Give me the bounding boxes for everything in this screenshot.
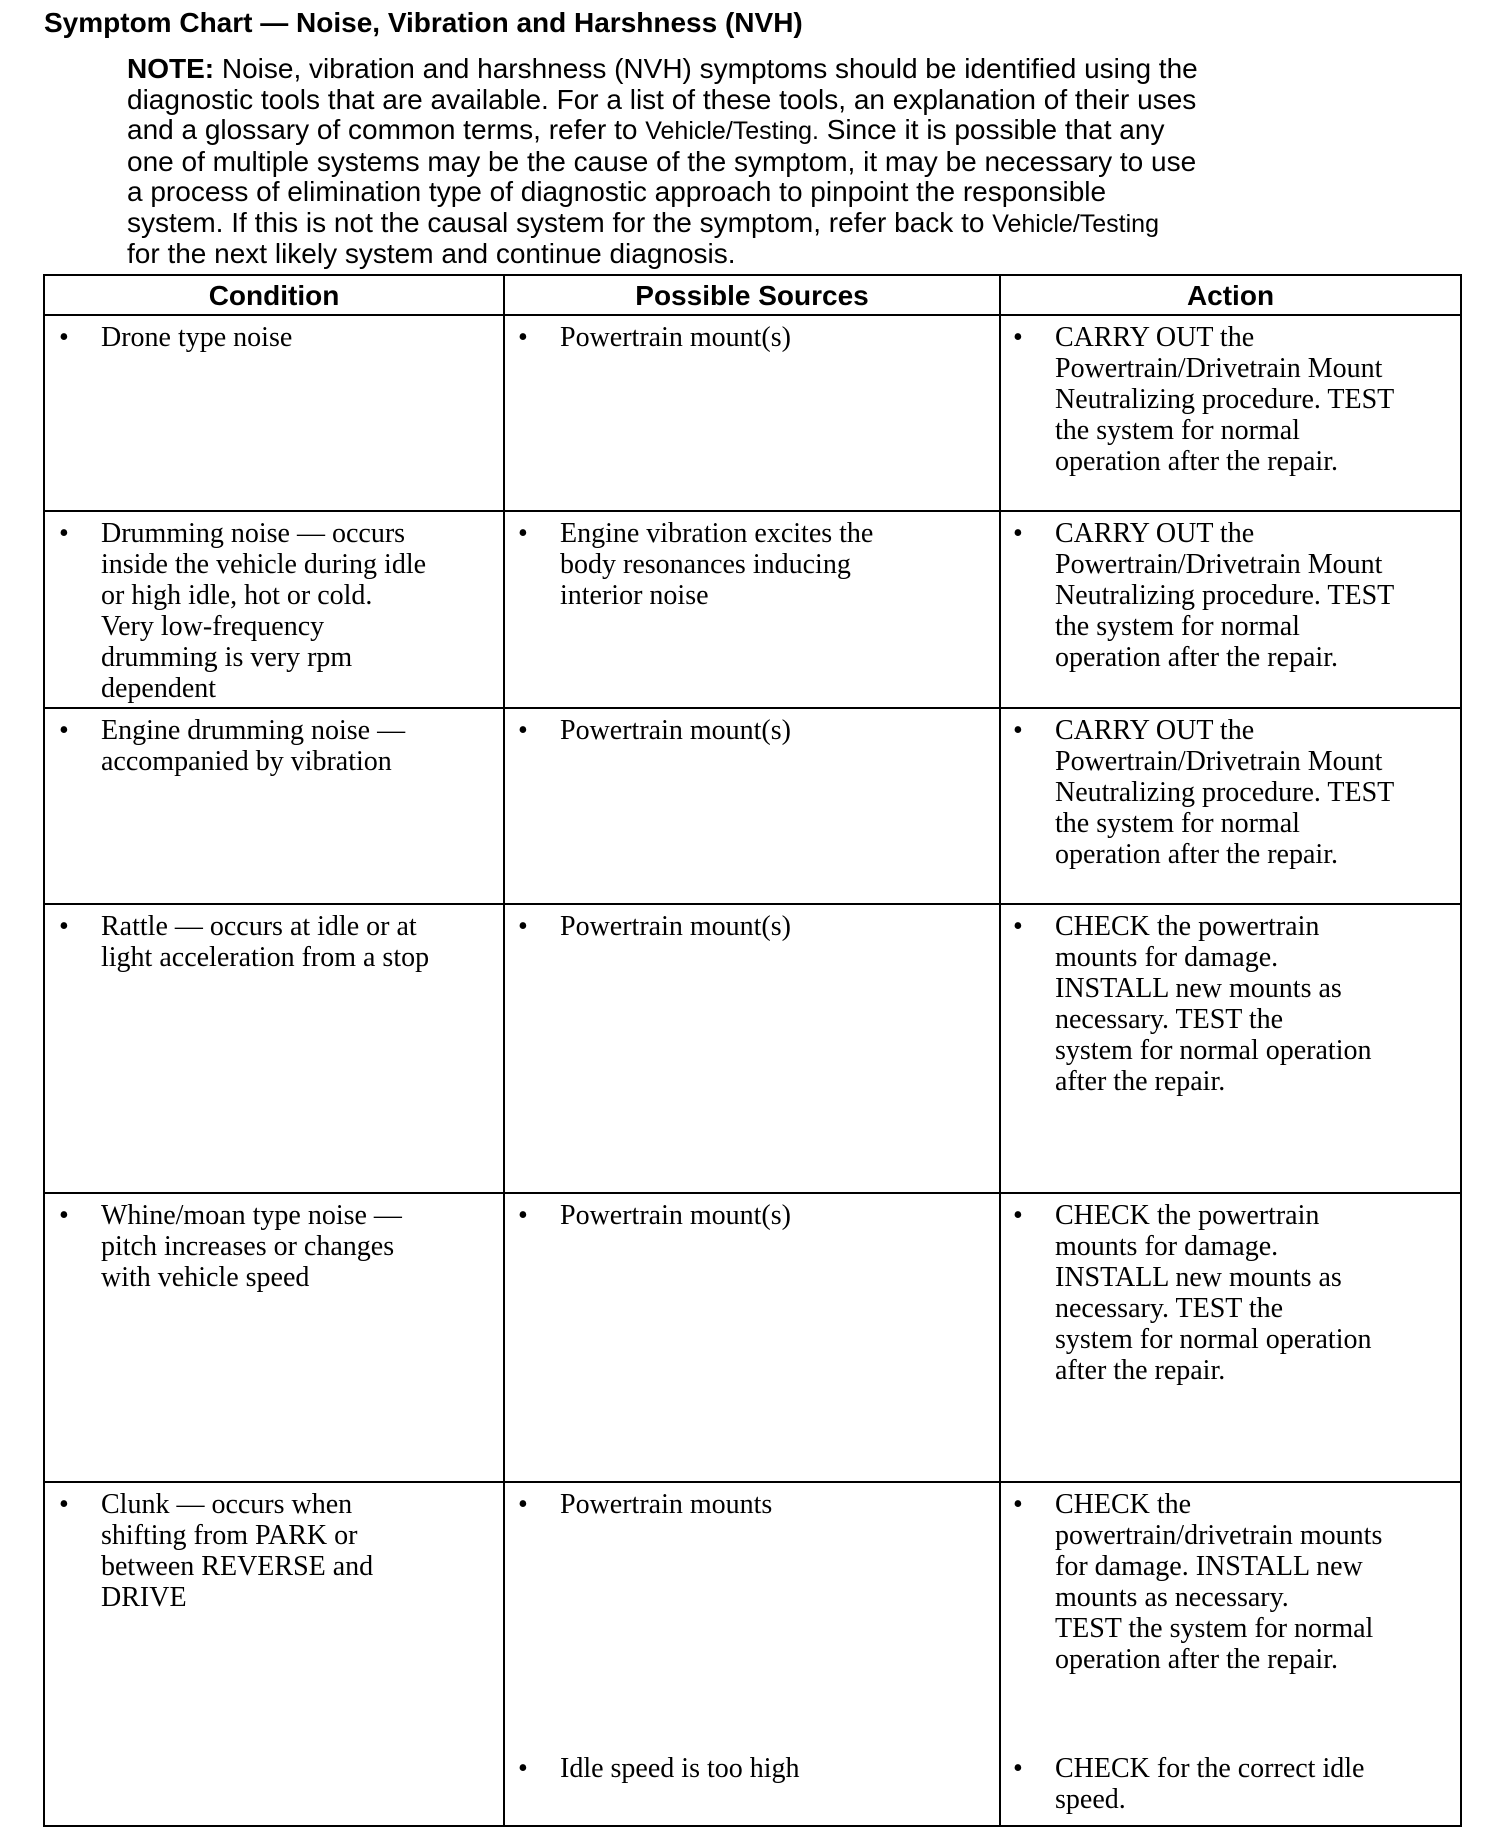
bullet-marker: • (59, 911, 69, 942)
cell-text-line: inside the vehicle during idle (101, 549, 427, 580)
bullet-marker: • (1013, 715, 1023, 746)
cell-text-line: INSTALL new mounts as (1055, 1262, 1342, 1293)
cell-text-line: CARRY OUT the (1055, 715, 1255, 746)
possible-source-cell (560, 1200, 791, 1231)
bullet-marker: • (59, 518, 69, 549)
action-cell (1055, 1200, 1371, 1386)
cell-text-line: Neutralizing procedure. TEST (1055, 777, 1395, 808)
bullet-marker: • (1013, 1489, 1023, 1520)
cell-text-line: with vehicle speed (101, 1262, 310, 1293)
cell-text-line: light acceleration from a stop (101, 942, 430, 973)
cell-text-line: mounts for damage. (1055, 1231, 1279, 1262)
cell-text-line: or high idle, hot or cold. (101, 580, 373, 611)
row-divider (45, 510, 1460, 512)
condition-cell (101, 715, 405, 777)
note-line-3: and a glossary of common terms, refer to (127, 114, 646, 145)
row-divider (45, 707, 1460, 709)
bullet-marker: • (1013, 322, 1023, 353)
condition-cell (101, 518, 426, 704)
cell-text-line: mounts as necessary. (1055, 1582, 1289, 1613)
condition-cell (101, 1489, 373, 1613)
possible-source-cell (560, 518, 873, 611)
cell-text-line: Engine vibration excites the (560, 518, 874, 549)
cell-text-line: Neutralizing procedure. TEST (1055, 384, 1395, 415)
cell-text-line: CHECK the powertrain (1055, 911, 1320, 942)
header-possible-sources: Possible Sources (635, 280, 869, 311)
column-divider (999, 276, 1001, 1825)
cell-text-line: DRIVE (101, 1582, 187, 1613)
condition-cell (101, 1200, 402, 1293)
action-cell (1055, 1753, 1364, 1815)
cell-text-line: CHECK for the correct idle (1055, 1753, 1365, 1784)
cell-text-line: operation after the repair. (1055, 446, 1338, 477)
cell-text-line: Whine/moan type noise — (101, 1200, 402, 1231)
cell-text-line: system for normal operation (1055, 1035, 1372, 1066)
cell-text-line: Drone type noise (101, 322, 293, 353)
bullet-marker: • (518, 1200, 528, 1231)
bullet-marker: • (518, 518, 528, 549)
note-line-2: diagnostic tools that are available. For a list of these tools, an explanation of their uses (127, 83, 1197, 115)
cell-text-line: TEST the system for normal (1055, 1613, 1374, 1644)
cell-text-line: Engine drumming noise — (101, 715, 406, 746)
cell-text-line: CHECK the (1055, 1489, 1192, 1520)
cell-text-line: Rattle — occurs at idle or at (101, 911, 417, 942)
cell-text-line: Powertrain mount(s) (560, 1200, 791, 1231)
possible-source-cell (560, 715, 791, 746)
row-divider (45, 1192, 1460, 1194)
bullet-marker: • (59, 1489, 69, 1520)
cell-text-line: operation after the repair. (1055, 642, 1338, 673)
cell-text-line: for damage. INSTALL new (1055, 1551, 1363, 1582)
cell-text-line: pitch increases or changes (101, 1231, 395, 1262)
action-cell (1055, 518, 1394, 673)
cell-text-line: interior noise (560, 580, 709, 611)
note-label: NOTE: (127, 53, 215, 84)
bullet-marker: • (518, 322, 528, 353)
cell-text-line: Powertrain mount(s) (560, 715, 791, 746)
cell-text-line: the system for normal (1055, 415, 1300, 446)
bullet-marker: • (518, 715, 528, 746)
cell-text-line: CARRY OUT the (1055, 518, 1255, 549)
possible-source-cell (560, 1753, 800, 1784)
action-cell (1055, 911, 1371, 1097)
note-line-6: system. If this is not the causal system for the symptom, refer back to (127, 206, 993, 238)
bullet-marker: • (59, 322, 69, 353)
bullet-marker: • (1013, 1753, 1023, 1784)
note-line-7: for the next likely system and continue diagnosis. (127, 238, 736, 269)
symptom-table (43, 274, 1462, 1827)
row-divider (45, 1481, 1460, 1483)
possible-source-cell (560, 1489, 772, 1520)
bullet-marker: • (518, 911, 528, 942)
cell-text-line: between REVERSE and (101, 1551, 374, 1582)
note-line-5: a process of elimination type of diagnostic approach to pinpoint the responsible (127, 176, 1107, 207)
action-cell (1055, 715, 1394, 870)
cell-text-line: the system for normal (1055, 611, 1300, 642)
cell-text-line: speed. (1055, 1784, 1126, 1815)
possible-source-cell (560, 911, 791, 942)
action-cell (1055, 1489, 1382, 1675)
bullet-marker: • (518, 1753, 528, 1784)
cell-text-line: necessary. TEST the (1055, 1004, 1284, 1035)
cell-text-line: Powertrain mount(s) (560, 911, 791, 942)
cell-text-line: mounts for damage. (1055, 942, 1279, 973)
cell-text-line: operation after the repair. (1055, 1644, 1338, 1675)
column-divider (503, 276, 505, 1825)
cell-text-line: shifting from PARK or (101, 1520, 358, 1551)
header-action: Action (1186, 280, 1275, 311)
cell-text-line: CHECK the powertrain (1055, 1200, 1320, 1231)
note-paragraph (127, 54, 1387, 270)
possible-source-cell (560, 322, 791, 353)
cell-text-line: INSTALL new mounts as (1055, 973, 1342, 1004)
page-title: Symptom Chart — Noise, Vibration and Harshness (NVH) (44, 7, 803, 38)
note-line-3-end: Since it is possible that any (818, 114, 1165, 145)
cell-text-line: necessary. TEST the (1055, 1293, 1284, 1324)
vehicle-testing-reference: Vehicle/Testing. (645, 117, 819, 145)
cell-text-line: Powertrain/Drivetrain Mount (1055, 746, 1383, 777)
cell-text-line: Drumming noise — occurs (101, 518, 406, 549)
cell-text-line: Powertrain mounts (560, 1489, 773, 1520)
condition-cell (101, 911, 429, 973)
cell-text-line: Clunk — occurs when (101, 1489, 353, 1520)
bullet-marker: • (518, 1489, 528, 1520)
bullet-marker: • (1013, 1200, 1023, 1231)
action-cell (1055, 322, 1394, 477)
cell-text-line: Powertrain/Drivetrain Mount (1055, 353, 1383, 384)
bullet-marker: • (1013, 911, 1023, 942)
cell-text-line: the system for normal (1055, 808, 1300, 839)
cell-text-line: after the repair. (1055, 1355, 1226, 1386)
bullet-marker: • (59, 1200, 69, 1231)
cell-text-line: Neutralizing procedure. TEST (1055, 580, 1395, 611)
cell-text-line: Powertrain mount(s) (560, 322, 791, 353)
cell-text-line: powertrain/drivetrain mounts (1055, 1520, 1383, 1551)
cell-text-line: Very low-frequency (101, 611, 325, 642)
cell-text-line: system for normal operation (1055, 1324, 1372, 1355)
cell-text-line: Idle speed is too high (560, 1753, 800, 1784)
condition-cell (101, 322, 292, 353)
row-divider (45, 314, 1460, 316)
note-line-4: one of multiple systems may be the cause of the symptom, it may be necessary to use (127, 145, 1197, 177)
vehicle-testing-reference: Vehicle/Testing (992, 209, 1159, 238)
cell-text-line: dependent (101, 673, 217, 704)
cell-text-line: operation after the repair. (1055, 839, 1338, 870)
cell-text-line: accompanied by vibration (101, 746, 392, 777)
cell-text-line: body resonances inducing (560, 549, 851, 580)
cell-text-line: drumming is very rpm (101, 642, 353, 673)
cell-text-line: Powertrain/Drivetrain Mount (1055, 549, 1383, 580)
row-divider (45, 903, 1460, 905)
bullet-marker: • (1013, 518, 1023, 549)
bullet-marker: • (59, 715, 69, 746)
cell-text-line: CARRY OUT the (1055, 322, 1255, 353)
cell-text-line: after the repair. (1055, 1066, 1226, 1097)
note-line-1: Noise, vibration and harshness (NVH) symptoms should be identified using the (214, 53, 1198, 84)
header-condition: Condition (208, 280, 340, 311)
